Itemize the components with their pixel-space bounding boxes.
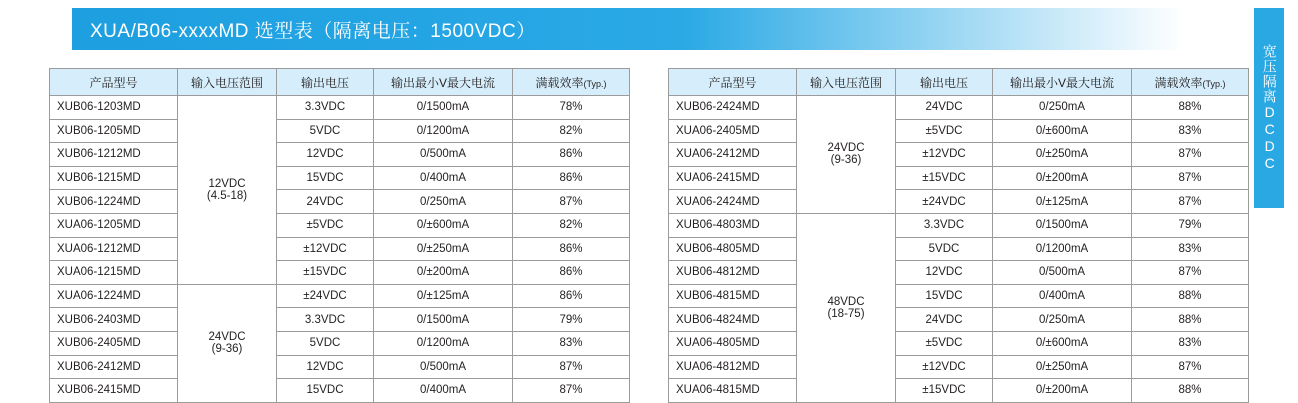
cell-model: XUB06-2403MD bbox=[50, 308, 178, 332]
cell-output-current: 0/500mA bbox=[374, 355, 513, 379]
cell-model: XUB06-2424MD bbox=[669, 96, 797, 120]
table-row bbox=[669, 96, 1249, 120]
cell-output-current: 0/1200mA bbox=[374, 331, 513, 355]
cell-output-voltage: 5VDC bbox=[277, 331, 374, 355]
cell-model: XUA06-2405MD bbox=[669, 119, 797, 143]
cell-output-current: 0/250mA bbox=[374, 190, 513, 214]
cell-output-current: 0/400mA bbox=[374, 166, 513, 190]
column-header-vout: 输出电压 bbox=[277, 69, 374, 96]
cell-efficiency: 83% bbox=[1132, 237, 1249, 261]
cell-output-current: 0/500mA bbox=[993, 261, 1132, 285]
cell-model: XUB06-4824MD bbox=[669, 308, 797, 332]
cell-output-voltage: 24VDC bbox=[896, 96, 993, 120]
cell-model: XUB06-2405MD bbox=[50, 331, 178, 355]
cell-model: XUB06-1203MD bbox=[50, 96, 178, 120]
cell-output-voltage: ±15VDC bbox=[896, 379, 993, 403]
table-row bbox=[50, 284, 630, 308]
cell-output-current: 0/250mA bbox=[993, 96, 1132, 120]
cell-efficiency: 87% bbox=[1132, 166, 1249, 190]
table-row bbox=[669, 166, 1249, 190]
cell-output-current: 0/400mA bbox=[993, 284, 1132, 308]
cell-output-current: 0/250mA bbox=[993, 308, 1132, 332]
cell-output-current: 0/±125mA bbox=[374, 284, 513, 308]
cell-output-voltage: 3.3VDC bbox=[896, 213, 993, 237]
table-row bbox=[50, 261, 630, 285]
cell-efficiency: 87% bbox=[1132, 143, 1249, 167]
page-title: XUA/B06-xxxxMD 选型表（隔离电压：1500VDC） bbox=[90, 20, 536, 42]
cell-efficiency: 86% bbox=[513, 166, 630, 190]
cell-efficiency: 88% bbox=[1132, 308, 1249, 332]
cell-efficiency: 83% bbox=[1132, 331, 1249, 355]
cell-output-voltage: 5VDC bbox=[277, 119, 374, 143]
cell-efficiency: 79% bbox=[1132, 213, 1249, 237]
cell-output-current: 0/±200mA bbox=[993, 379, 1132, 403]
table-row bbox=[669, 119, 1249, 143]
cell-output-voltage: ±12VDC bbox=[896, 143, 993, 167]
cell-efficiency: 82% bbox=[513, 119, 630, 143]
cell-output-voltage: 5VDC bbox=[896, 237, 993, 261]
cell-output-voltage: 12VDC bbox=[896, 261, 993, 285]
table-row bbox=[669, 261, 1249, 285]
cell-model: XUB06-1215MD bbox=[50, 166, 178, 190]
spec-table-left bbox=[49, 68, 630, 403]
efficiency-typ: (Typ.) bbox=[1202, 78, 1226, 89]
cell-output-current: 0/±200mA bbox=[993, 166, 1132, 190]
column-header-iout: 输出最小V最大电流 bbox=[374, 69, 513, 96]
cell-output-current: 0/400mA bbox=[374, 379, 513, 403]
cell-output-voltage: ±5VDC bbox=[896, 331, 993, 355]
cell-output-voltage: ±15VDC bbox=[896, 166, 993, 190]
cell-output-current: 0/±250mA bbox=[993, 355, 1132, 379]
cell-model: XUA06-1215MD bbox=[50, 261, 178, 285]
cell-output-voltage: 24VDC bbox=[896, 308, 993, 332]
cell-output-voltage: 24VDC bbox=[277, 190, 374, 214]
table-row bbox=[669, 190, 1249, 214]
cell-output-voltage: 12VDC bbox=[277, 355, 374, 379]
table-row bbox=[669, 143, 1249, 167]
cell-output-current: 0/±600mA bbox=[374, 213, 513, 237]
column-header-model: 产品型号 bbox=[669, 69, 797, 96]
table-row bbox=[50, 331, 630, 355]
cell-model: XUA06-2412MD bbox=[669, 143, 797, 167]
table-header-row bbox=[669, 69, 1249, 96]
cell-output-current: 0/±125mA bbox=[993, 190, 1132, 214]
table-row bbox=[50, 379, 630, 403]
table-row bbox=[669, 308, 1249, 332]
cell-output-current: 0/±250mA bbox=[993, 143, 1132, 167]
cell-output-current: 0/1200mA bbox=[374, 119, 513, 143]
table-row bbox=[50, 166, 630, 190]
cell-efficiency: 86% bbox=[513, 237, 630, 261]
efficiency-label: 满载效率 bbox=[1154, 75, 1203, 90]
table-row bbox=[50, 190, 630, 214]
cell-efficiency: 79% bbox=[513, 308, 630, 332]
spec-table-right bbox=[668, 68, 1249, 403]
cell-efficiency: 86% bbox=[513, 284, 630, 308]
cell-output-current: 0/1500mA bbox=[993, 213, 1132, 237]
cell-output-voltage: ±5VDC bbox=[277, 213, 374, 237]
tables-container bbox=[0, 68, 1298, 403]
cell-efficiency: 87% bbox=[1132, 190, 1249, 214]
cell-model: XUA06-1224MD bbox=[50, 284, 178, 308]
cell-output-voltage: ±24VDC bbox=[896, 190, 993, 214]
cell-model: XUB06-4812MD bbox=[669, 261, 797, 285]
cell-model: XUA06-1212MD bbox=[50, 237, 178, 261]
cell-model: XUB06-2415MD bbox=[50, 379, 178, 403]
table-row bbox=[669, 237, 1249, 261]
table-header-row bbox=[50, 69, 630, 96]
efficiency-typ: (Typ.) bbox=[583, 78, 607, 89]
table-row bbox=[669, 331, 1249, 355]
cell-output-voltage: 15VDC bbox=[896, 284, 993, 308]
table-body-left bbox=[50, 96, 630, 403]
cell-efficiency: 83% bbox=[513, 331, 630, 355]
cell-efficiency: 88% bbox=[1132, 284, 1249, 308]
section-banner bbox=[72, 8, 1184, 50]
table-row bbox=[669, 379, 1249, 403]
cell-output-voltage: 3.3VDC bbox=[277, 308, 374, 332]
table-row bbox=[50, 96, 630, 120]
table-row bbox=[50, 237, 630, 261]
table-row bbox=[50, 143, 630, 167]
column-header-vin: 输入电压范围 bbox=[797, 69, 896, 96]
cell-output-current: 0/±250mA bbox=[374, 237, 513, 261]
cell-model: XUA06-4805MD bbox=[669, 331, 797, 355]
cell-efficiency: 87% bbox=[1132, 355, 1249, 379]
cell-output-current: 0/±600mA bbox=[993, 331, 1132, 355]
cell-model: XUB06-4805MD bbox=[669, 237, 797, 261]
cell-input-voltage-range: 12VDC (4.5-18) bbox=[178, 96, 277, 285]
cell-model: XUA06-2415MD bbox=[669, 166, 797, 190]
cell-output-current: 0/500mA bbox=[374, 143, 513, 167]
cell-model: XUB06-1212MD bbox=[50, 143, 178, 167]
cell-output-voltage: ±12VDC bbox=[277, 237, 374, 261]
table-row bbox=[669, 213, 1249, 237]
table-row bbox=[50, 213, 630, 237]
cell-efficiency: 86% bbox=[513, 261, 630, 285]
cell-input-voltage-range: 24VDC (9-36) bbox=[797, 96, 896, 214]
cell-efficiency: 87% bbox=[1132, 261, 1249, 285]
cell-output-voltage: ±5VDC bbox=[896, 119, 993, 143]
cell-efficiency: 88% bbox=[1132, 379, 1249, 403]
cell-output-voltage: 15VDC bbox=[277, 379, 374, 403]
cell-model: XUA06-2424MD bbox=[669, 190, 797, 214]
cell-model: XUB06-1224MD bbox=[50, 190, 178, 214]
table-row bbox=[669, 284, 1249, 308]
cell-model: XUA06-4815MD bbox=[669, 379, 797, 403]
efficiency-label: 满载效率 bbox=[535, 75, 584, 90]
cell-output-voltage: ±15VDC bbox=[277, 261, 374, 285]
cell-model: XUA06-1205MD bbox=[50, 213, 178, 237]
cell-output-current: 0/±200mA bbox=[374, 261, 513, 285]
cell-model: XUB06-4803MD bbox=[669, 213, 797, 237]
cell-output-current: 0/1500mA bbox=[374, 308, 513, 332]
table-row bbox=[50, 308, 630, 332]
column-header-vout: 输出电压 bbox=[896, 69, 993, 96]
cell-efficiency: 83% bbox=[1132, 119, 1249, 143]
cell-efficiency: 87% bbox=[513, 355, 630, 379]
side-tab-label: 宽压隔离DCDC bbox=[1261, 44, 1278, 172]
cell-output-current: 0/±600mA bbox=[993, 119, 1132, 143]
column-header-iout: 输出最小V最大电流 bbox=[993, 69, 1132, 96]
column-header-model: 产品型号 bbox=[50, 69, 178, 96]
cell-output-voltage: ±12VDC bbox=[896, 355, 993, 379]
cell-efficiency: 82% bbox=[513, 213, 630, 237]
cell-output-voltage: 15VDC bbox=[277, 166, 374, 190]
column-header-vin: 输入电压范围 bbox=[178, 69, 277, 96]
cell-output-current: 0/1200mA bbox=[993, 237, 1132, 261]
cell-efficiency: 87% bbox=[513, 379, 630, 403]
column-header-efficiency bbox=[513, 69, 630, 96]
cell-efficiency: 78% bbox=[513, 96, 630, 120]
cell-output-current: 0/1500mA bbox=[374, 96, 513, 120]
table-body-right bbox=[669, 96, 1249, 403]
cell-output-voltage: 3.3VDC bbox=[277, 96, 374, 120]
column-header-efficiency bbox=[1132, 69, 1249, 96]
table-row bbox=[50, 119, 630, 143]
cell-input-voltage-range: 24VDC (9-36) bbox=[178, 284, 277, 402]
cell-efficiency: 86% bbox=[513, 143, 630, 167]
cell-model: XUB06-2412MD bbox=[50, 355, 178, 379]
cell-output-voltage: ±24VDC bbox=[277, 284, 374, 308]
table-row bbox=[50, 355, 630, 379]
cell-model: XUB06-1205MD bbox=[50, 119, 178, 143]
cell-model: XUA06-4812MD bbox=[669, 355, 797, 379]
cell-efficiency: 87% bbox=[513, 190, 630, 214]
cell-efficiency: 88% bbox=[1132, 96, 1249, 120]
table-row bbox=[669, 355, 1249, 379]
cell-output-voltage: 12VDC bbox=[277, 143, 374, 167]
cell-input-voltage-range: 48VDC (18-75) bbox=[797, 213, 896, 402]
cell-model: XUB06-4815MD bbox=[669, 284, 797, 308]
